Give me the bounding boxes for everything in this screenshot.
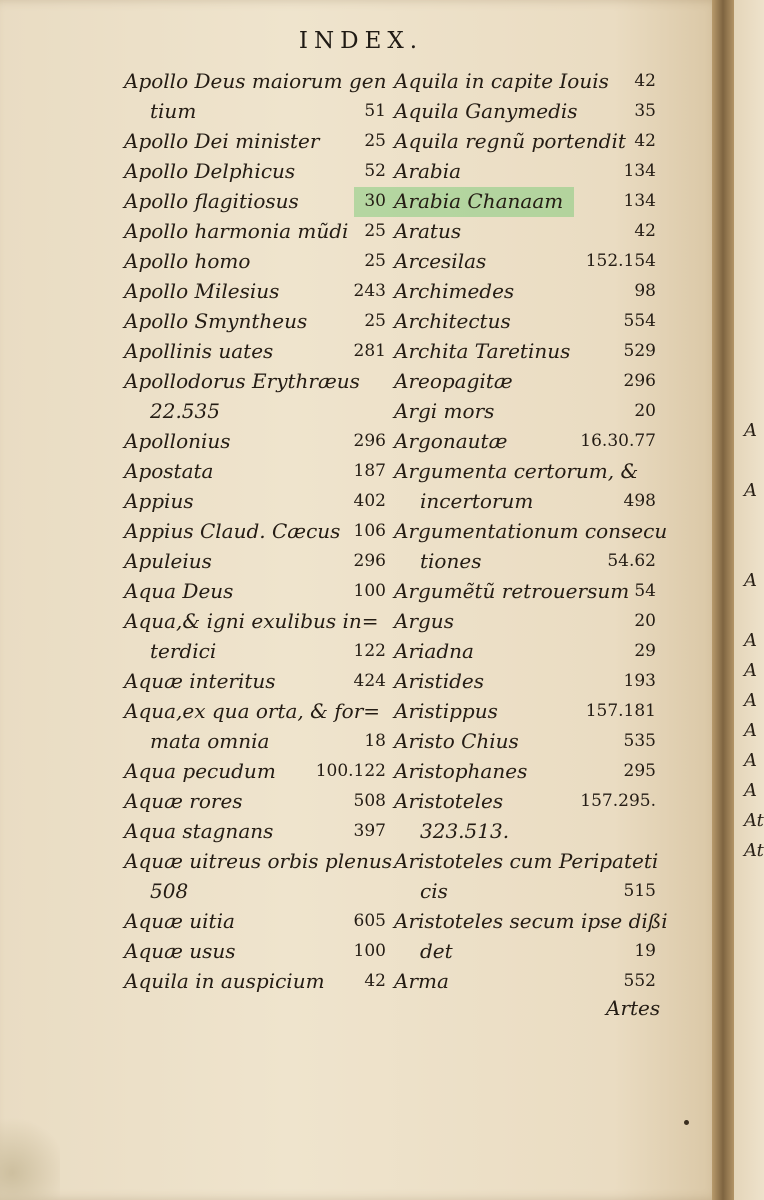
entry-text: Aqua pecudum [124, 759, 276, 783]
bleed-letter: At [744, 840, 764, 861]
entry-text: Argi mors [394, 399, 495, 423]
entry-page-number: 42 [634, 221, 656, 241]
index-entry [124, 426, 386, 456]
index-entry [124, 726, 386, 756]
entry-text: Aristoteles cum Peripateti [394, 849, 659, 873]
entry-text: Appius [124, 489, 194, 513]
entry-text: Apollo Milesius [124, 279, 280, 303]
entry-text: tiones [420, 549, 482, 573]
entry-page-number: 134 [623, 191, 656, 211]
entry-page-number: 35 [634, 101, 656, 121]
index-entry [394, 456, 656, 486]
entry-text: 508 [150, 879, 189, 903]
index-entry [394, 876, 656, 906]
entry-page-number: 281 [353, 341, 386, 361]
entry-text: Ariadna [394, 639, 474, 663]
index-entry [394, 216, 656, 246]
entry-text: Architectus [394, 309, 511, 333]
index-entry [124, 876, 386, 906]
entry-text: Aquæ rores [124, 789, 243, 813]
next-page-edge [734, 0, 764, 1200]
index-entry [124, 66, 386, 96]
entry-page-number: 554 [623, 311, 656, 331]
index-entry [124, 786, 386, 816]
paper-stain [0, 1110, 60, 1200]
index-entry [394, 306, 656, 336]
index-entry [124, 246, 386, 276]
index-entry [394, 126, 656, 156]
entry-page-number: 122 [353, 641, 386, 661]
index-entry [124, 276, 386, 306]
entry-page-number: 296 [623, 371, 656, 391]
entry-text: Aratus [394, 219, 462, 243]
index-entry [124, 186, 386, 216]
entry-page-number: 402 [353, 491, 386, 511]
entry-text: Apollo flagitiosus [124, 189, 299, 213]
entry-page-number: 51 [364, 101, 386, 121]
index-entry [394, 156, 656, 186]
page-header: INDEX. [298, 28, 424, 54]
index-entry [394, 276, 656, 306]
entry-text: Argumenta certorum, & [394, 459, 639, 483]
index-entry [124, 636, 386, 666]
index-entry [394, 396, 656, 426]
entry-page-number: 187 [353, 461, 386, 481]
index-entry [124, 666, 386, 696]
entry-text: terdici [150, 639, 217, 663]
index-entry [394, 336, 656, 366]
index-entry [124, 546, 386, 576]
entry-text: Aquæ uitreus orbis plenus [124, 849, 392, 873]
index-entry [124, 336, 386, 366]
index-entry [394, 816, 656, 846]
index-entry [124, 306, 386, 336]
entry-text: Areopagitæ [394, 369, 513, 393]
entry-text: cis [420, 879, 448, 903]
entry-page-number: 243 [353, 281, 386, 301]
index-entry [394, 426, 656, 456]
entry-page-number: 54.62 [607, 551, 656, 571]
entry-text: Aristides [394, 669, 484, 693]
entry-page-number: 529 [623, 341, 656, 361]
entry-page-number: 296 [353, 551, 386, 571]
entry-text: Aquæ uitia [124, 909, 235, 933]
index-entry [394, 846, 659, 876]
entry-page-number: 152.154 [585, 251, 656, 271]
entry-text: Apollo Deus maiorum gen [124, 69, 387, 93]
entry-page-number: 19 [634, 941, 656, 961]
entry-text: Aquila in auspicium [124, 969, 325, 993]
index-entry [124, 696, 386, 726]
entry-page-number: 157.295. [580, 791, 656, 811]
index-entry [124, 216, 386, 246]
index-entry [124, 396, 386, 426]
index-entry [124, 516, 386, 546]
entry-text: incertorum [420, 489, 534, 513]
entry-text: det [420, 939, 453, 963]
index-entry [394, 786, 656, 816]
book-gutter [712, 0, 734, 1200]
entry-text: Apollonius [124, 429, 231, 453]
index-entry [394, 516, 668, 546]
index-entry [394, 696, 656, 726]
entry-page-number: 20 [634, 401, 656, 421]
entry-page-number: 100.122 [315, 761, 386, 781]
index-entry [394, 576, 656, 606]
entry-page-number: 100 [353, 581, 386, 601]
entry-page-number: 25 [364, 311, 386, 331]
entry-page-number: 18 [364, 731, 386, 751]
entry-text: Aristippus [394, 699, 498, 723]
index-entry [124, 456, 386, 486]
entry-text: Arma [394, 969, 449, 993]
entry-text: Apollo Smyntheus [124, 309, 308, 333]
entry-text: Apollodorus Erythræus [124, 369, 360, 393]
entry-text: Apuleius [124, 549, 212, 573]
entry-text: mata omnia [150, 729, 270, 753]
entry-text: Argus [394, 609, 454, 633]
entry-text: 22.535 [150, 399, 220, 423]
entry-text: Arabia [394, 159, 462, 183]
entry-page-number: 134 [623, 161, 656, 181]
entry-text: Aristoteles secum ipse dißi [394, 909, 668, 933]
entry-page-number: 498 [623, 491, 656, 511]
entry-text: Aquæ usus [124, 939, 236, 963]
entry-text: Argumẽtũ retrouersum [394, 579, 630, 603]
entry-text: Archita Taretinus [394, 339, 571, 363]
bleed-letter: A [744, 690, 757, 711]
bleed-letter: At [744, 810, 764, 831]
entry-text: tium [150, 99, 197, 123]
index-entry [394, 966, 656, 996]
index-entry [124, 936, 386, 966]
entry-text: Aqua,ex qua orta, & for= [124, 699, 381, 723]
entry-page-number: 397 [353, 821, 386, 841]
bleed-letter: A [744, 630, 757, 651]
index-entry [394, 246, 656, 276]
entry-text: Apollo homo [124, 249, 251, 273]
bleed-letter: A [744, 420, 757, 441]
entry-page-number: 193 [623, 671, 656, 691]
index-entry [124, 756, 386, 786]
entry-text: Arcesilas [394, 249, 487, 273]
index-entry [124, 966, 386, 996]
entry-text: Aqua stagnans [124, 819, 274, 843]
entry-text: Aquæ interitus [124, 669, 276, 693]
index-entry [124, 606, 386, 636]
entry-page-number: 295 [623, 761, 656, 781]
index-entry [124, 846, 392, 876]
entry-text: 323.513. [420, 819, 510, 843]
entry-page-number: 42 [364, 971, 386, 991]
entry-text: Aristophanes [394, 759, 528, 783]
entry-text: Archimedes [394, 279, 515, 303]
index-entry [394, 726, 656, 756]
index-entry [124, 816, 386, 846]
entry-text: Apollo harmonia mũdi [124, 219, 349, 243]
entry-page-number: 605 [353, 911, 386, 931]
index-entry [394, 366, 656, 396]
entry-page-number: 30 [364, 191, 386, 211]
entry-page-number: 25 [364, 131, 386, 151]
index-entry [124, 576, 386, 606]
ink-dot [684, 1120, 689, 1125]
entry-page-number: 157.181 [585, 701, 656, 721]
entry-text: Aristoteles [394, 789, 504, 813]
bleed-letter: A [744, 480, 757, 501]
entry-text: Arabia Chanaam [394, 189, 564, 213]
bleed-letter: A [744, 720, 757, 741]
bleed-letter: A [744, 780, 757, 801]
index-entry [394, 666, 656, 696]
index-entry [394, 636, 656, 666]
entry-page-number: 25 [364, 221, 386, 241]
entry-page-number: 515 [623, 881, 656, 901]
entry-page-number: 424 [353, 671, 386, 691]
entry-text: Argumentationum consecu [394, 519, 668, 543]
entry-page-number: 54 [634, 581, 656, 601]
entry-page-number: 296 [353, 431, 386, 451]
entry-text: Aquila Ganymedis [394, 99, 578, 123]
index-entry [394, 486, 656, 516]
entry-page-number: 42 [634, 71, 656, 91]
entry-text: Apostata [124, 459, 214, 483]
entry-text: Aquila in capite Iouis [394, 69, 609, 93]
entry-page-number: 16.30.77 [580, 431, 656, 451]
entry-page-number: 106 [353, 521, 386, 541]
index-entry [124, 366, 386, 396]
bleed-letter: A [744, 750, 757, 771]
index-entry [394, 606, 656, 636]
entry-text: Aquila regnũ portendit [394, 129, 626, 153]
entry-text: Aqua,& igni exulibus in= [124, 609, 379, 633]
index-entry [124, 96, 386, 126]
entry-page-number: 100 [353, 941, 386, 961]
entry-text: Apollo Dei minister [124, 129, 320, 153]
entry-page-number: 552 [623, 971, 656, 991]
index-entry [394, 96, 656, 126]
index-entry [394, 936, 656, 966]
entry-text: Aristo Chius [394, 729, 519, 753]
entry-page-number: 42 [634, 131, 656, 151]
entry-page-number: 535 [623, 731, 656, 751]
index-entry [124, 126, 386, 156]
index-column-right [394, 66, 668, 996]
entry-page-number: 98 [634, 281, 656, 301]
entry-text: Argonautæ [394, 429, 508, 453]
index-entry [394, 756, 656, 786]
bleed-letter: A [744, 570, 757, 591]
entry-text: Appius Claud. Cæcus [124, 519, 341, 543]
index-entry [124, 486, 386, 516]
index-entry [124, 906, 386, 936]
index-column-left [124, 66, 392, 996]
entry-page-number: 29 [634, 641, 656, 661]
entry-text: Aqua Deus [124, 579, 234, 603]
index-entry [394, 546, 656, 576]
entry-page-number: 52 [364, 161, 386, 181]
index-entry [394, 906, 668, 936]
entry-page-number: 25 [364, 251, 386, 271]
entry-text: Apollo Delphicus [124, 159, 296, 183]
bleed-letter: A [744, 660, 757, 681]
entry-page-number: 20 [634, 611, 656, 631]
index-entry [394, 186, 656, 216]
entry-text: Apollinis uates [124, 339, 274, 363]
index-entry [394, 66, 656, 96]
catchword: Artes [606, 996, 661, 1020]
entry-page-number: 508 [353, 791, 386, 811]
index-entry [124, 156, 386, 186]
